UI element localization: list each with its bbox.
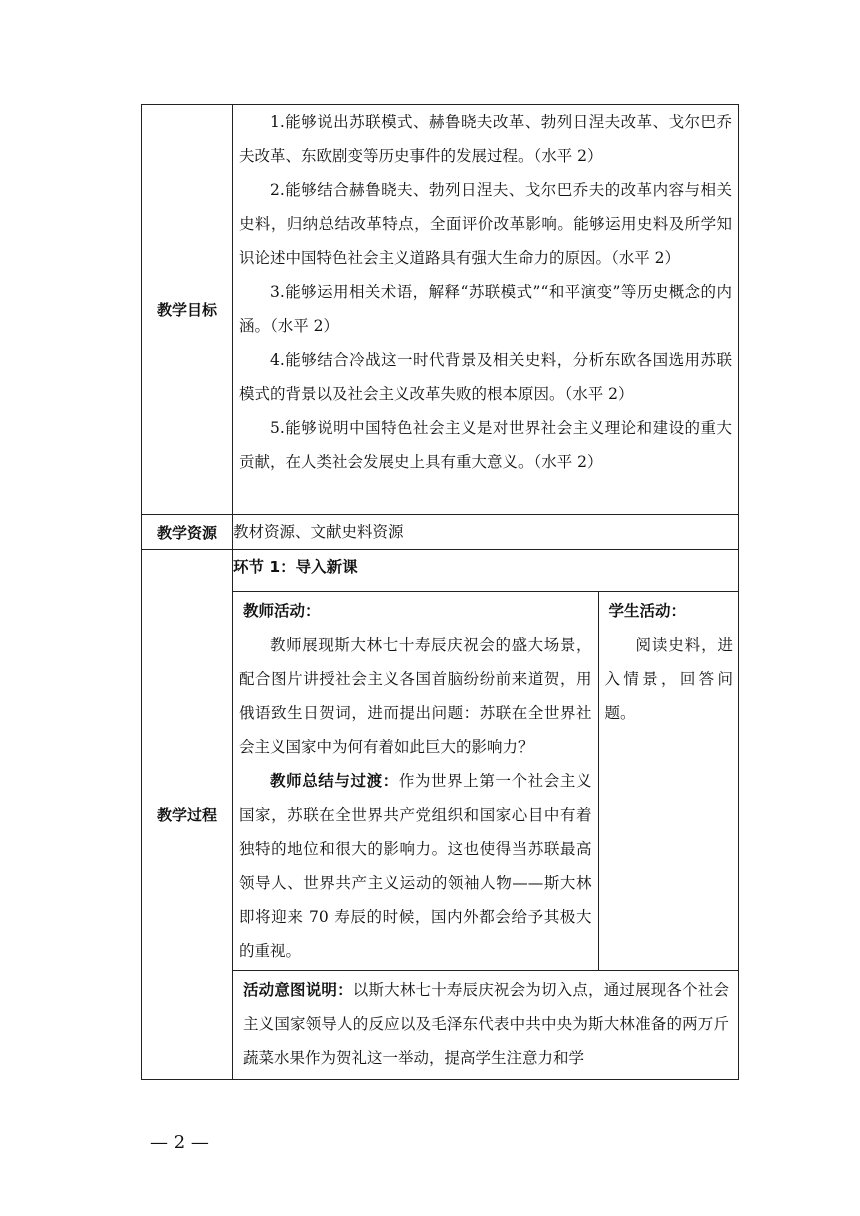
teacher-activity-cell bbox=[233, 591, 598, 970]
objective-item: 3.能够运用相关术语，解释“苏联模式”“和平演变”等历史概念的内涵。（水平 2） bbox=[239, 283, 732, 335]
resources-label: 教学资源 bbox=[142, 515, 233, 550]
intent-label: 活动意图说明： bbox=[243, 980, 353, 999]
student-activity-cell bbox=[598, 591, 739, 970]
section-title: 环节 1：导入新课 bbox=[233, 550, 739, 591]
student-activity-text: 阅读史料，进入情景，回答问题。 bbox=[604, 635, 733, 722]
teacher-activity-label: 教师活动： bbox=[243, 601, 321, 620]
process-label: 教学过程 bbox=[142, 550, 233, 1080]
intent-text: 以斯大林七十寿辰庆祝会为切入点，通过展现各个社会主义国家领导人的反应以及毛泽东代表中共中央为斯大林准备的两万斤蔬菜水果作为贺礼这一举动，提高学生注意力和学 bbox=[243, 980, 729, 1067]
intent-cell bbox=[233, 970, 739, 1079]
teacher-summary bbox=[233, 764, 598, 968]
objective-item: 4.能够结合冷战这一时代背景及相关史料，分析东欧各国选用苏联模式的背景以及社会主义改革失败的根本原因。（水平 2） bbox=[239, 351, 732, 403]
page-number: — 2 — bbox=[150, 1132, 209, 1153]
objectives-cell bbox=[233, 105, 739, 515]
teacher-summary-text: 作为世界上第一个社会主义国家，苏联在全世界共产党组织和国家心目中有着独特的地位和很大的影响力。这也使得当苏联最高领导人、世界共产主义运动的领袖人物——斯大林即将迎来 70 寿辰的时候，国内外都会给予其极大的重视。 bbox=[239, 771, 592, 960]
lesson-plan-table bbox=[141, 104, 739, 1080]
student-activity-label: 学生活动： bbox=[608, 601, 687, 620]
resources-text: 教材资源、文献史料资源 bbox=[233, 515, 739, 550]
objectives-label: 教学目标 bbox=[142, 105, 233, 515]
teacher-summary-label: 教师总结与过渡： bbox=[270, 771, 399, 790]
objective-item: 1.能够说出苏联模式、赫鲁晓夫改革、勃列日涅夫改革、戈尔巴乔夫改革、东欧剧变等历史事件的发展过程。（水平 2） bbox=[239, 113, 732, 165]
process-inner-table bbox=[233, 550, 739, 1079]
teacher-activity-text: 教师展现斯大林七十寿辰庆祝会的盛大场景，配合图片讲授社会主义各国首脑纷纷前来道贺，用俄语致生日贺词，进而提出问题：苏联在全世界社会主义国家中为何有着如此巨大的影响力？ bbox=[239, 635, 592, 756]
objective-item: 5.能够说明中国特色社会主义是对世界社会主义理论和建设的重大贡献，在人类社会发展史上具有重大意义。（水平 2） bbox=[239, 419, 732, 471]
intent-paragraph bbox=[233, 973, 739, 1075]
objective-item: 2.能够结合赫鲁晓夫、勃列日涅夫、戈尔巴乔夫的改革内容与相关史料，归纳总结改革特点，全面评价改革影响。能够运用史料及所学知识论述中国特色社会主义道路具有强大生命力的原因。（水平 2） bbox=[239, 181, 732, 267]
process-cell bbox=[233, 550, 739, 1080]
